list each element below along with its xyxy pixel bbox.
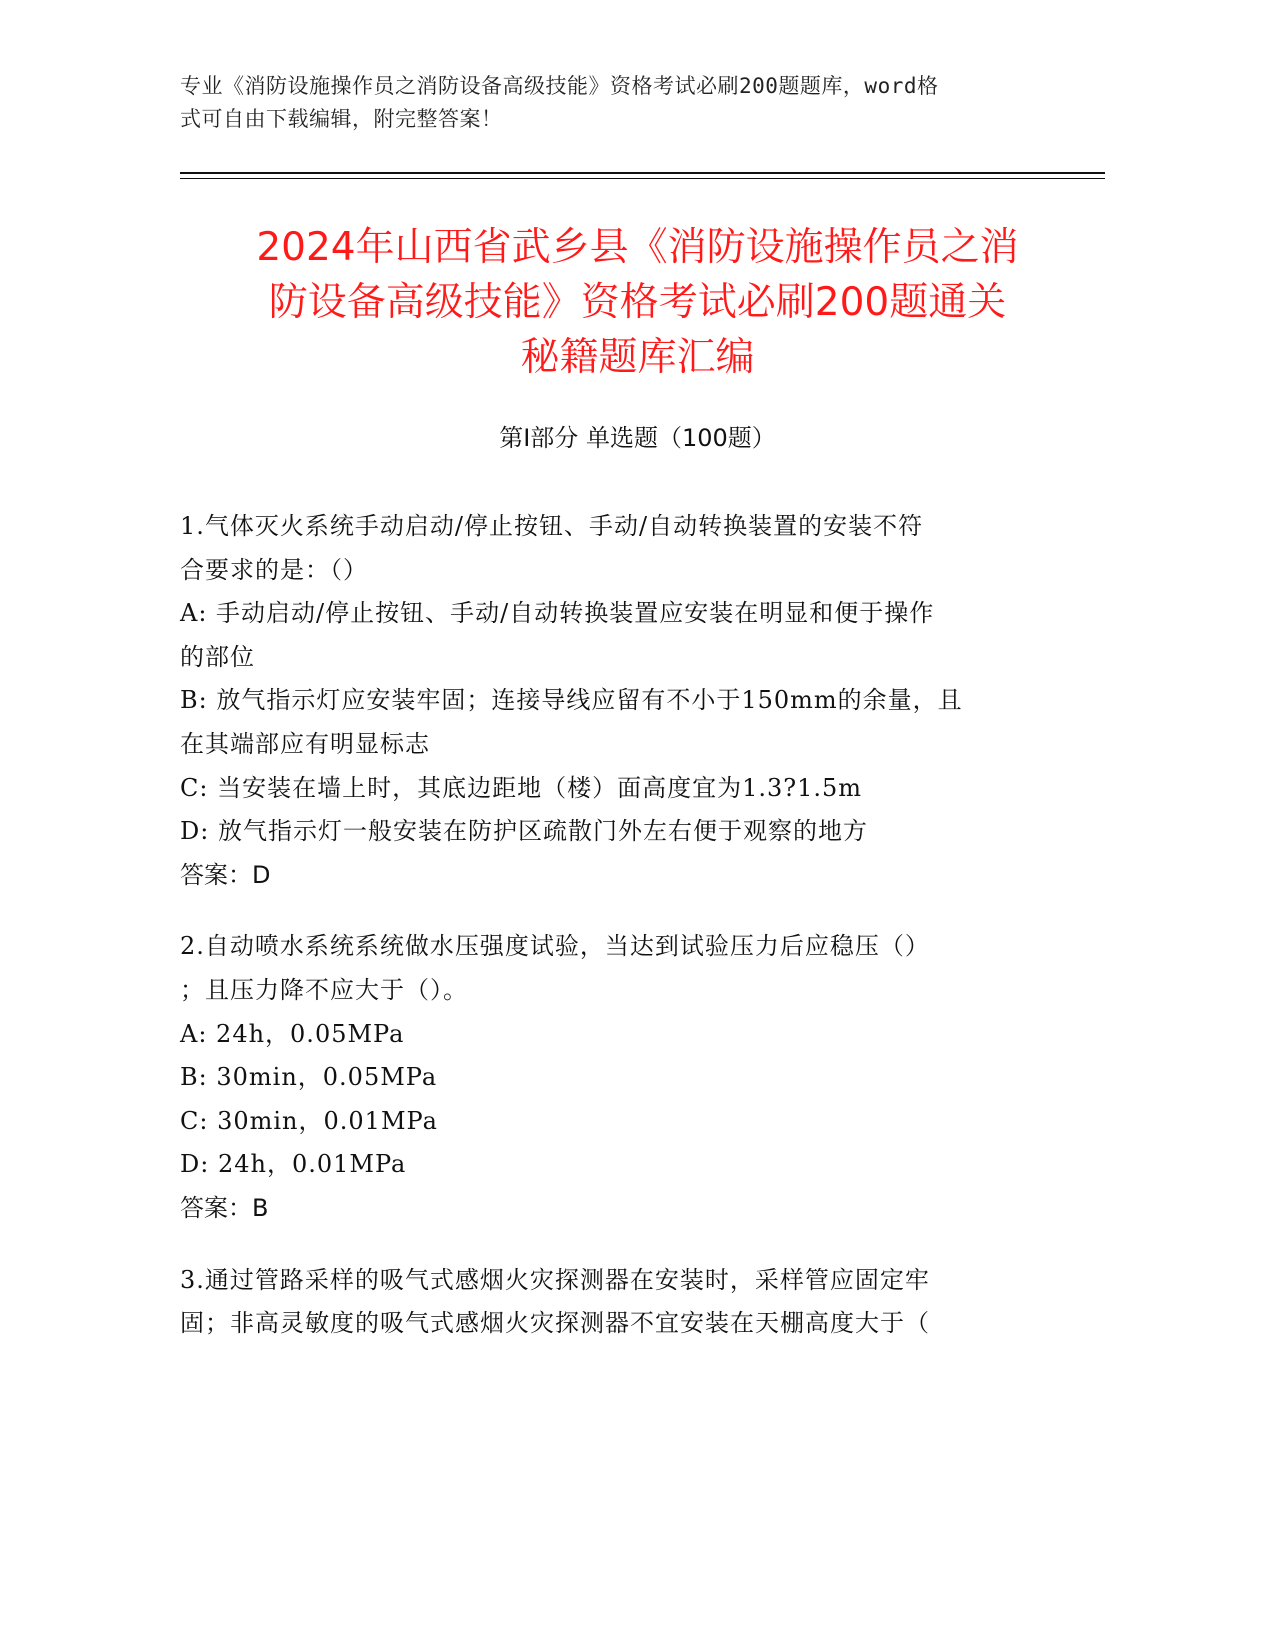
question-list <box>180 505 1040 1374</box>
question-stem-line: 固；非高灵敏度的吸气式感烟火灾探测器不宜安装在天棚高度大于（ <box>180 1309 930 1338</box>
option-c-line: C: 30min，0.01MPa <box>180 1106 438 1135</box>
question-stem-line: 2.自动喷水系统系统做水压强度试验，当达到试验压力后应稳压（） <box>180 932 930 961</box>
option-a-line: 的部位 <box>180 642 255 671</box>
header-note-line: 专业《消防设施操作员之消防设备高级技能》资格考试必刷200题题库，word格 <box>180 74 939 98</box>
option-b-line: B: 30min，0.05MPa <box>180 1063 438 1092</box>
option-a-line: A: 24h，0.05MPa <box>180 1019 405 1048</box>
header-note-line: 式可自由下载编辑，附完整答案！ <box>180 107 503 131</box>
header-divider-thin <box>180 178 1105 179</box>
answer-label: 答案：B <box>180 1193 269 1222</box>
header-note <box>180 70 1060 136</box>
option-b-line: 在其端部应有明显标志 <box>180 729 430 758</box>
option-d-line: D: 24h，0.01MPa <box>180 1150 407 1179</box>
option-d-line: D: 放气指示灯一般安装在防护区疏散门外左右便于观察的地方 <box>180 817 868 846</box>
question-stem-line: 合要求的是：（） <box>180 555 368 584</box>
question-stem-line: ；且压力降不应大于（）。 <box>180 975 468 1004</box>
question-1 <box>180 505 1040 897</box>
question-3 <box>180 1259 1040 1346</box>
question-stem-line: 1.气体灭火系统手动启动/停止按钮、手动/自动转换装置的安装不符 <box>180 512 924 540</box>
answer-label: 答案：D <box>180 860 271 889</box>
question-stem-line: 3.通过管路采样的吸气式感烟火灾探测器在安装时，采样管应固定牢 <box>180 1265 930 1294</box>
title-line: 2024年山西省武乡县《消防设施操作员之消 <box>256 225 1019 270</box>
header-divider-thick <box>180 172 1105 174</box>
section-heading: 第Ⅰ部分 单选题（100题） <box>499 424 776 452</box>
title-line: 防设备高级技能》资格考试必刷200题通关 <box>268 280 1007 325</box>
question-2 <box>180 925 1040 1230</box>
title-line: 秘籍题库汇编 <box>520 335 755 380</box>
option-a-line: A: 手动启动/停止按钮、手动/自动转换装置应安装在明显和便于操作 <box>180 599 935 628</box>
option-c-line: C: 当安装在墙上时，其底边距地（楼）面高度宜为1.3?1.5m <box>180 773 863 802</box>
option-b-line: B: 放气指示灯应安装牢固；连接导线应留有不小于150mm的余量，且 <box>180 686 963 715</box>
document-title <box>150 220 1125 385</box>
